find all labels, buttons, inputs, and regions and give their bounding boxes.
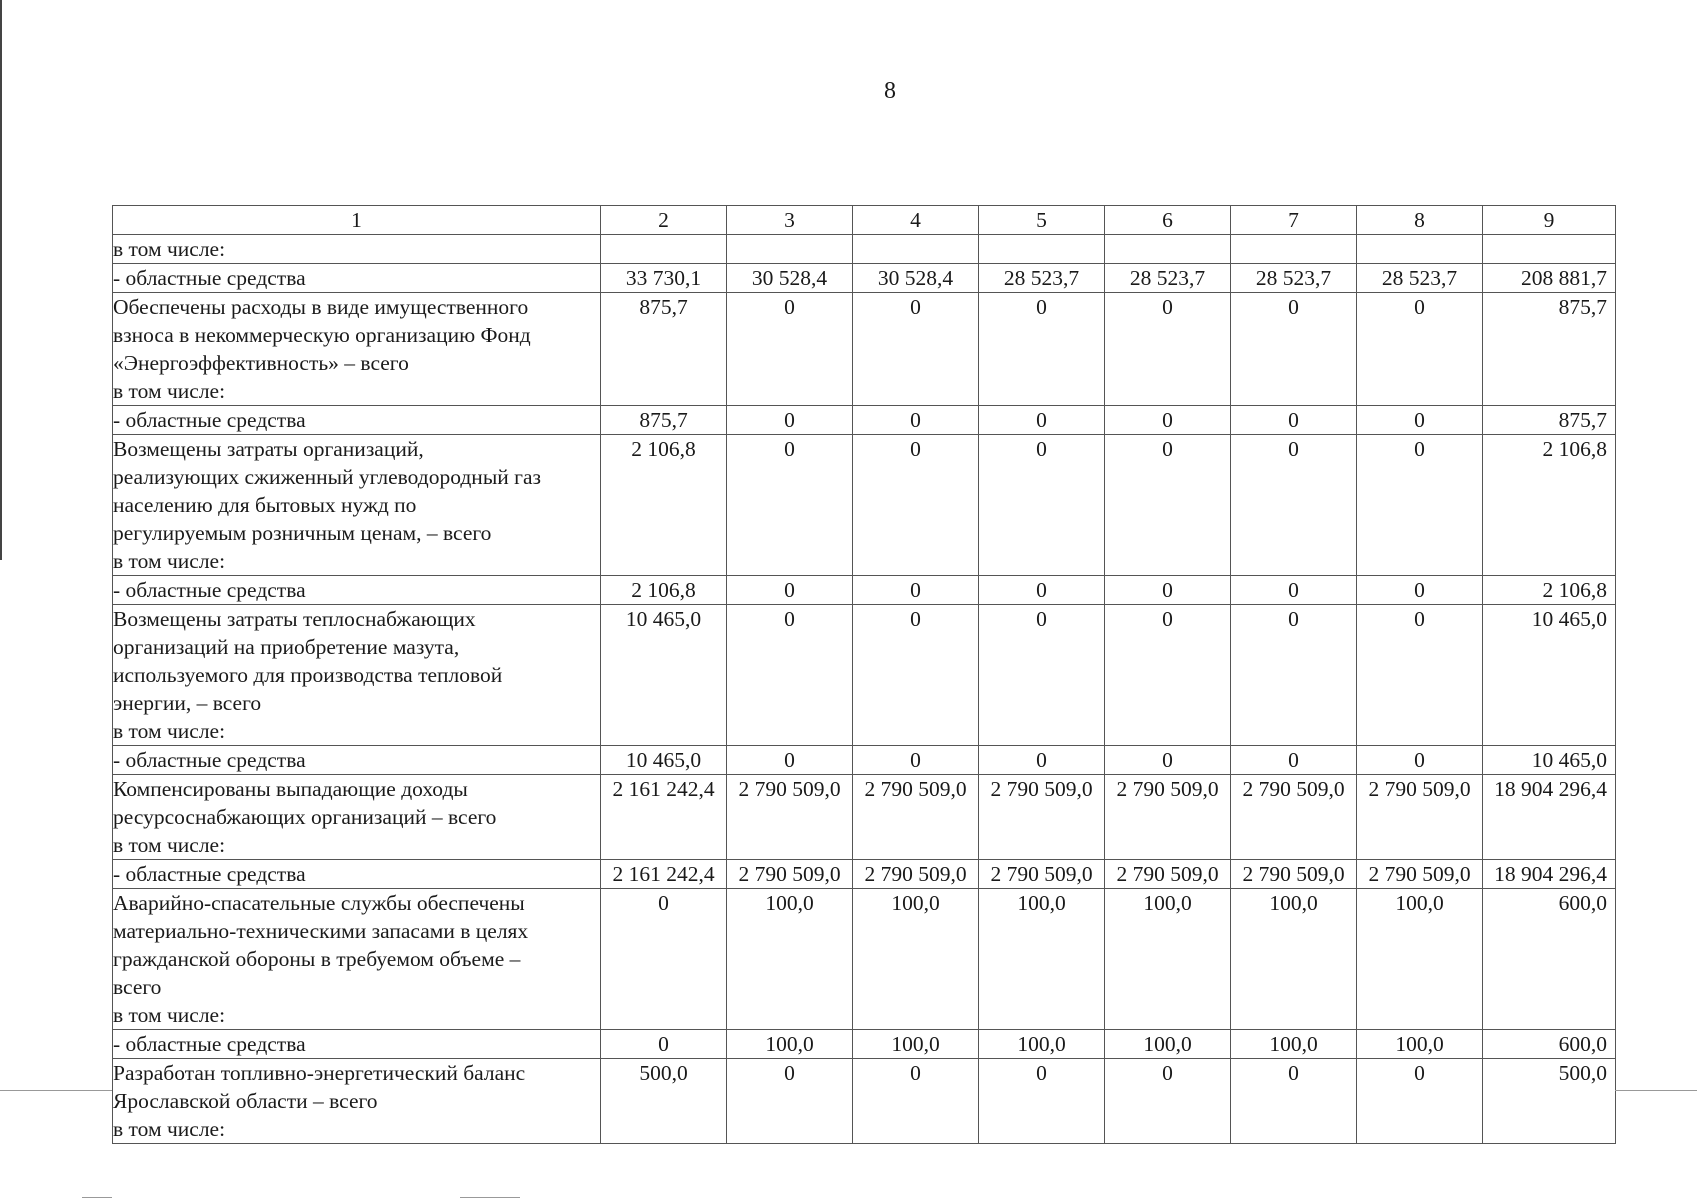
value-cell — [601, 235, 727, 264]
value-cell: 2 161 242,4 — [601, 860, 727, 889]
value-cell: 0 — [1105, 746, 1231, 775]
value-cell: 10 465,0 — [1483, 746, 1616, 775]
value-cell: 0 — [727, 576, 853, 605]
value-cell: 2 790 509,0 — [1231, 860, 1357, 889]
value-cell: 100,0 — [1357, 1030, 1483, 1059]
budget-table — [112, 205, 1616, 1144]
row-description: - областные средства — [113, 264, 601, 293]
value-cell: 0 — [727, 435, 853, 576]
column-header: 2 — [601, 206, 727, 235]
table-row — [113, 1030, 1616, 1059]
value-cell: 0 — [1357, 576, 1483, 605]
value-cell: 100,0 — [979, 1030, 1105, 1059]
value-cell: 0 — [1231, 293, 1357, 406]
value-cell: 100,0 — [727, 1030, 853, 1059]
value-cell: 0 — [853, 435, 979, 576]
table-row — [113, 1059, 1616, 1144]
table-row — [113, 889, 1616, 1030]
table-row — [113, 860, 1616, 889]
value-cell: 0 — [979, 746, 1105, 775]
value-cell: 2 106,8 — [1483, 435, 1616, 576]
value-cell: 500,0 — [601, 1059, 727, 1144]
value-cell: 18 904 296,4 — [1483, 775, 1616, 860]
value-cell: 2 790 509,0 — [1357, 775, 1483, 860]
value-cell: 0 — [979, 605, 1105, 746]
value-cell: 0 — [1231, 435, 1357, 576]
value-cell: 2 161 242,4 — [601, 775, 727, 860]
value-cell: 0 — [1105, 406, 1231, 435]
value-cell: 2 790 509,0 — [727, 775, 853, 860]
value-cell: 0 — [1231, 406, 1357, 435]
value-cell: 10 465,0 — [1483, 605, 1616, 746]
value-cell: 100,0 — [1357, 889, 1483, 1030]
value-cell: 0 — [979, 406, 1105, 435]
value-cell: 2 790 509,0 — [1231, 775, 1357, 860]
value-cell: 0 — [853, 576, 979, 605]
value-cell: 0 — [979, 576, 1105, 605]
column-header: 7 — [1231, 206, 1357, 235]
value-cell: 0 — [1105, 435, 1231, 576]
value-cell: 100,0 — [727, 889, 853, 1030]
row-description: Обеспечены расходы в виде имущественного взноса в некоммерческую организацию Фонд «Энергоэффективность» – всего в том числе: — [113, 293, 601, 406]
value-cell: 208 881,7 — [1483, 264, 1616, 293]
value-cell: 0 — [1231, 605, 1357, 746]
value-cell: 2 790 509,0 — [1105, 860, 1231, 889]
value-cell: 600,0 — [1483, 889, 1616, 1030]
scan-artifact-line — [82, 1197, 112, 1198]
table-row — [113, 605, 1616, 746]
value-cell: 0 — [601, 1030, 727, 1059]
value-cell: 875,7 — [1483, 406, 1616, 435]
value-cell: 10 465,0 — [601, 605, 727, 746]
row-description: Возмещены затраты организаций, реализующих сжиженный углеводородный газ населению для бытовых нужд по регулируемым розничным ценам, – всего в том числе: — [113, 435, 601, 576]
value-cell: 0 — [601, 889, 727, 1030]
value-cell: 0 — [853, 605, 979, 746]
table-row — [113, 406, 1616, 435]
value-cell: 2 790 509,0 — [979, 775, 1105, 860]
value-cell — [1105, 235, 1231, 264]
value-cell: 2 790 509,0 — [1105, 775, 1231, 860]
row-description: Возмещены затраты теплоснабжающих организаций на приобретение мазута, используемого для производства тепловой энергии, – всего в том числе: — [113, 605, 601, 746]
value-cell: 0 — [853, 293, 979, 406]
row-description: в том числе: — [113, 235, 601, 264]
value-cell: 2 790 509,0 — [853, 775, 979, 860]
value-cell: 0 — [979, 435, 1105, 576]
value-cell: 2 106,8 — [1483, 576, 1616, 605]
column-header: 6 — [1105, 206, 1231, 235]
value-cell: 100,0 — [1105, 889, 1231, 1030]
table-row — [113, 576, 1616, 605]
value-cell: 2 790 509,0 — [979, 860, 1105, 889]
header-row — [113, 206, 1616, 235]
value-cell: 0 — [727, 1059, 853, 1144]
column-header: 3 — [727, 206, 853, 235]
value-cell: 0 — [1231, 1059, 1357, 1144]
value-cell: 0 — [1105, 293, 1231, 406]
table-row — [113, 235, 1616, 264]
value-cell: 0 — [727, 293, 853, 406]
value-cell: 0 — [1357, 746, 1483, 775]
value-cell: 2 790 509,0 — [853, 860, 979, 889]
value-cell: 100,0 — [1231, 889, 1357, 1030]
value-cell — [1357, 235, 1483, 264]
value-cell: 0 — [1231, 746, 1357, 775]
scan-artifact-line — [0, 1090, 112, 1091]
value-cell: 2 106,8 — [601, 435, 727, 576]
value-cell: 875,7 — [601, 293, 727, 406]
value-cell — [1483, 235, 1616, 264]
value-cell: 0 — [1357, 1059, 1483, 1144]
row-description: - областные средства — [113, 1030, 601, 1059]
column-header: 4 — [853, 206, 979, 235]
value-cell: 100,0 — [1231, 1030, 1357, 1059]
value-cell — [1231, 235, 1357, 264]
value-cell: 0 — [1357, 293, 1483, 406]
value-cell: 875,7 — [601, 406, 727, 435]
value-cell: 0 — [853, 406, 979, 435]
row-description: - областные средства — [113, 576, 601, 605]
value-cell: 0 — [727, 406, 853, 435]
value-cell: 2 790 509,0 — [1357, 860, 1483, 889]
value-cell: 0 — [1105, 605, 1231, 746]
value-cell: 100,0 — [1105, 1030, 1231, 1059]
value-cell: 28 523,7 — [1105, 264, 1231, 293]
column-header: 8 — [1357, 206, 1483, 235]
value-cell: 500,0 — [1483, 1059, 1616, 1144]
column-header: 9 — [1483, 206, 1616, 235]
row-description: Разработан топливно-энергетический баланс Ярославской области – всего в том числе: — [113, 1059, 601, 1144]
value-cell: 0 — [1105, 576, 1231, 605]
value-cell: 28 523,7 — [979, 264, 1105, 293]
value-cell: 2 790 509,0 — [727, 860, 853, 889]
value-cell: 0 — [853, 1059, 979, 1144]
scan-artifact-line — [460, 1197, 520, 1198]
value-cell: 28 523,7 — [1357, 264, 1483, 293]
table-body — [113, 235, 1616, 1144]
value-cell: 0 — [1357, 406, 1483, 435]
value-cell: 2 106,8 — [601, 576, 727, 605]
row-description: Аварийно-спасательные службы обеспечены материально-техническими запасами в целях гражданской обороны в требуемом объеме – всего в том числе: — [113, 889, 601, 1030]
value-cell: 100,0 — [853, 889, 979, 1030]
value-cell: 0 — [1357, 605, 1483, 746]
value-cell: 100,0 — [853, 1030, 979, 1059]
value-cell: 0 — [1105, 1059, 1231, 1144]
value-cell: 30 528,4 — [853, 264, 979, 293]
column-header: 5 — [979, 206, 1105, 235]
row-description: - областные средства — [113, 746, 601, 775]
row-description: Компенсированы выпадающие доходы ресурсоснабжающих организаций – всего в том числе: — [113, 775, 601, 860]
column-header: 1 — [113, 206, 601, 235]
table-row — [113, 746, 1616, 775]
value-cell: 875,7 — [1483, 293, 1616, 406]
value-cell: 0 — [853, 746, 979, 775]
value-cell — [979, 235, 1105, 264]
value-cell: 18 904 296,4 — [1483, 860, 1616, 889]
table-row — [113, 293, 1616, 406]
value-cell: 30 528,4 — [727, 264, 853, 293]
row-description: - областные средства — [113, 406, 601, 435]
value-cell: 28 523,7 — [1231, 264, 1357, 293]
value-cell: 600,0 — [1483, 1030, 1616, 1059]
value-cell: 0 — [979, 1059, 1105, 1144]
value-cell — [727, 235, 853, 264]
row-description: - областные средства — [113, 860, 601, 889]
value-cell — [853, 235, 979, 264]
value-cell: 0 — [727, 746, 853, 775]
value-cell: 0 — [979, 293, 1105, 406]
value-cell: 10 465,0 — [601, 746, 727, 775]
value-cell: 0 — [1357, 435, 1483, 576]
value-cell: 0 — [1231, 576, 1357, 605]
table-row — [113, 435, 1616, 576]
scan-artifact-line — [1615, 1090, 1697, 1091]
table-row — [113, 775, 1616, 860]
value-cell: 33 730,1 — [601, 264, 727, 293]
table-row — [113, 264, 1616, 293]
page-number: 8 — [884, 78, 896, 104]
value-cell: 100,0 — [979, 889, 1105, 1030]
value-cell: 0 — [727, 605, 853, 746]
